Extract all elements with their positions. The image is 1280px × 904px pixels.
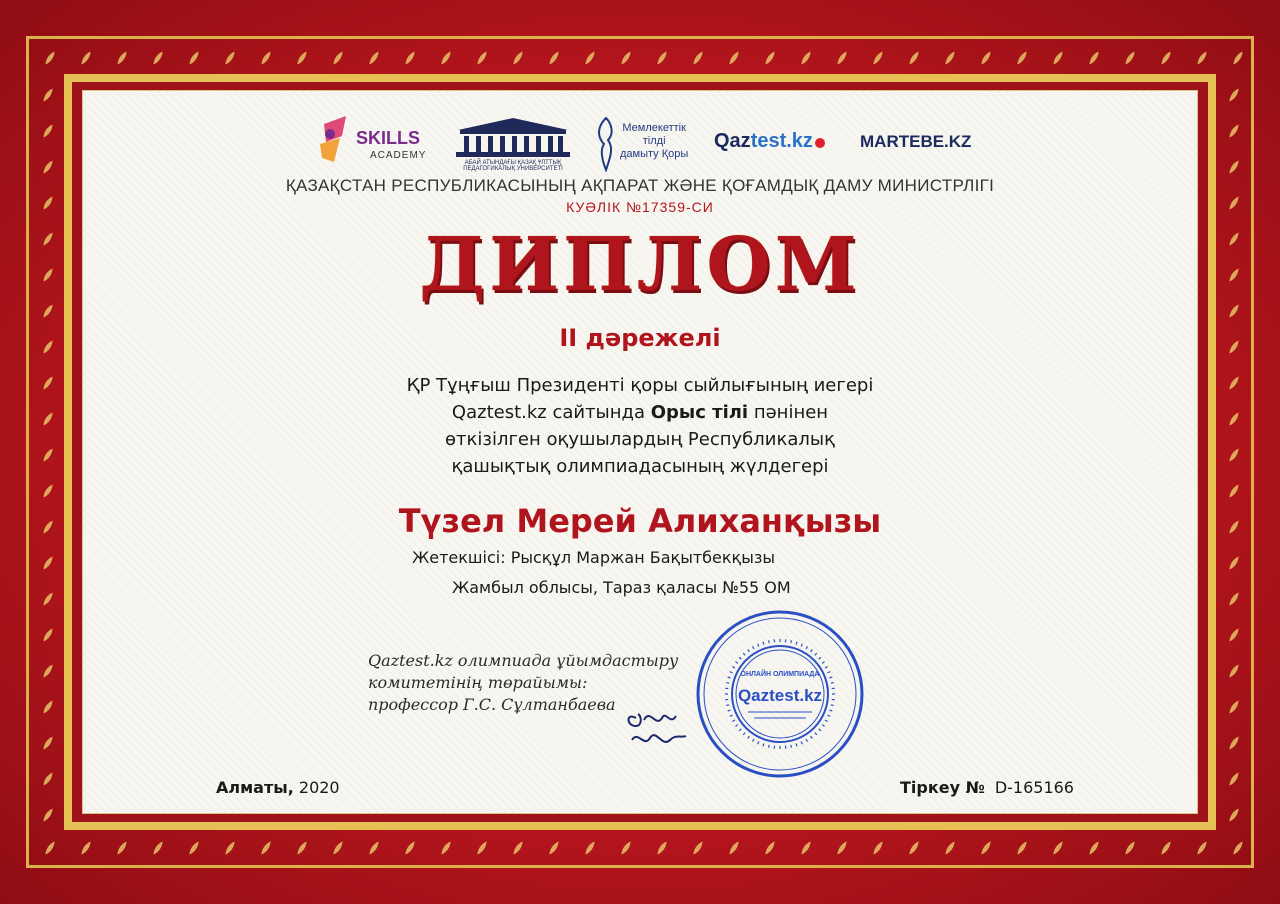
award-line-1: ҚР Тұңғыш Президенті қоры сыйлығының иегері [406, 375, 874, 396]
memlek-line3: дамыту Қоры [620, 148, 689, 160]
stamp-tick [825, 720, 828, 722]
registration [900, 778, 1074, 797]
award-line-2 [82, 399, 1198, 426]
stamp-tick [726, 705, 729, 706]
stamp-tick [769, 640, 770, 643]
stamp-tick [728, 710, 731, 711]
martebe-logo: MARTEBE.KZ [860, 132, 972, 151]
stamp-tick [791, 745, 792, 748]
stamp-tick [730, 672, 733, 673]
skills-academy-icon [316, 114, 356, 166]
stamp-tick [829, 710, 832, 711]
stamp-tick [825, 667, 828, 669]
stamp-tick [726, 683, 729, 684]
memlek-line2: тілді [642, 135, 666, 147]
stamp-tick [732, 667, 735, 669]
stamp-tick [822, 725, 824, 727]
stamp-tick [811, 736, 813, 738]
issue-place-date [216, 778, 340, 797]
mentor-name: Жетекшісі: Рысқұл Маржан Бақытбекқызы [412, 548, 775, 567]
subject-name: Орыс тілі [650, 402, 749, 423]
qaztest-dot-icon [815, 138, 825, 148]
skills-title: SKILLS [356, 128, 421, 148]
stamp-tick [743, 733, 745, 735]
registration-label: Тіркеу № [900, 778, 985, 797]
stamp-tick [822, 662, 824, 664]
qaztest-logo [714, 130, 838, 158]
stamp-tick [739, 729, 741, 731]
committee-line-3: профессор Г.С. Сұлтанбаева [368, 695, 616, 714]
committee-line-1: Qaztest.kz олимпиада ұйымдастыру [368, 651, 679, 670]
stamp-tick [736, 662, 738, 664]
skills-academy-logo [316, 110, 426, 170]
stamp-tick [796, 743, 797, 746]
stamp-tick [819, 657, 821, 659]
flame-icon [592, 114, 618, 172]
diploma-title: ДИПЛОМ [419, 222, 861, 308]
qaztest-logo-part2: test.kz [750, 130, 813, 152]
stamp-tick [758, 644, 759, 647]
stamp-tick [831, 705, 834, 706]
issue-year: 2020 [298, 778, 340, 797]
stamp-brand: Qaztest.kz [737, 686, 823, 705]
organization-stamp [694, 608, 866, 780]
stamp-tick [732, 720, 735, 722]
stamp-tick [758, 742, 759, 745]
abai-university-logo [450, 116, 576, 172]
school-name: Жамбыл облысы, Тараз қаласы №55 ОМ [452, 578, 791, 597]
stamp-tick [730, 715, 733, 716]
committee-line-2: комитетінің төрайымы: [368, 673, 588, 692]
registration-number: D-165166 [994, 778, 1074, 797]
issue-city: Алматы, [216, 778, 294, 797]
stamp-tick [796, 642, 797, 645]
stamp-tick [828, 672, 831, 673]
stamp-tick [828, 715, 831, 716]
degree-label: II дәрежелі [559, 324, 721, 352]
stamp-tick [829, 677, 832, 678]
stamp-tick [769, 745, 770, 748]
stamp-tick [806, 739, 808, 742]
stamp-tick [763, 642, 764, 645]
stamp-tick [815, 653, 817, 655]
signature-icon [622, 700, 692, 756]
stamp-tick [763, 743, 764, 746]
stamp-tick [801, 742, 802, 745]
stamp-tick [831, 683, 834, 684]
stamp-tick [739, 657, 741, 659]
abai-caption: АБАЙ АТЫНДАҒЫ ҚАЗАҚ ҰЛТТЫҚ ПЕДАГОГИКАЛЫҚ УНИВЕРСИТЕТІ [463, 160, 563, 172]
memlek-line1: Мемлекеттік [622, 122, 686, 134]
award-line-4: қашықтық олимпиадасының жүлдегері [451, 456, 829, 477]
stamp-tick [791, 640, 792, 643]
stamp-tick [743, 653, 745, 655]
stamp-tick [819, 729, 821, 731]
award-line-2-pre: Qaztest.kz сайтында [451, 402, 651, 423]
stamp-tick [736, 725, 738, 727]
language-fund-logo [592, 114, 702, 172]
ministry-heading: ҚАЗАҚСТАН РЕСПУБЛИКАСЫНЫҢ АҚПАРАТ ЖӘНЕ ҚОҒАМДЫҚ ДАМУ МИНИСТРЛІГІ [285, 176, 995, 195]
stamp-tick [815, 733, 817, 735]
skills-subtitle: ACADEMY [370, 150, 427, 161]
stamp-tick [753, 739, 755, 742]
stamp-top-text: ОНЛАЙН ОЛИМПИАДА [740, 671, 820, 678]
qaztest-logo-part1: Qaz [714, 130, 751, 152]
stamp-tick [748, 736, 750, 738]
winner-name: Түзел Мерей Алиханқызы [398, 502, 882, 540]
award-line-3: өткізілген оқушылардың Республикалық [445, 429, 835, 450]
partner-logos [310, 110, 970, 176]
stamp-tick [801, 644, 802, 647]
certificate-number: КУӘЛІК №17359-СИ [566, 199, 714, 215]
stamp-tick [728, 677, 731, 678]
stamp-tick [753, 646, 755, 649]
university-building-icon [450, 116, 576, 158]
stamp-tick [811, 650, 813, 652]
stamp-tick [748, 650, 750, 652]
award-line-2-post: пәнінен [748, 402, 829, 423]
award-description [82, 372, 1198, 480]
stamp-tick [806, 646, 808, 649]
